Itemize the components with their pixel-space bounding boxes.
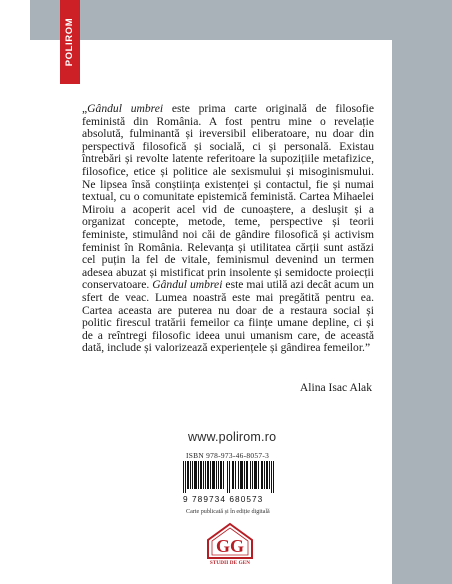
digital-edition-note: Carte publicată și în ediție digitală — [186, 509, 270, 515]
barcode-digits: 9 789734 680573 — [183, 494, 264, 504]
series-label: STUDII DE GEN — [209, 560, 251, 566]
blurb-part-2: este mai utilă azi decât acum un sfert de veac. Lumea noastră este mai pregătită pentru ea. Cartea aceasta are puterea nu doar de a restaura social și politic firescul tratării femeilor ca ființe umane depline, ci și de a reîntregi filosofic ideea unui umanism care, de această dată, include și valorizează experiențele și gândirea femeilor.” — [82, 278, 374, 355]
blurb-text — [82, 103, 374, 355]
book-title-italic-2: Gândul umbrei — [152, 278, 223, 292]
publisher-brand-tab — [60, 0, 80, 84]
blurb-author: Alina Isac Alak — [299, 381, 372, 394]
open-quote: „ — [82, 102, 88, 115]
cover-frame-right — [392, 0, 452, 584]
publisher-website[interactable]: www.polirom.ro — [188, 430, 277, 444]
publisher-brand-name: POLIROM — [64, 17, 75, 67]
logo-letters: GG — [215, 536, 245, 556]
barcode-icon — [183, 461, 275, 493]
cover-frame-top — [30, 0, 452, 40]
blurb-part-1: este prima carte originală de filosofie feministă din România. A fost pentru mine o revelație absolută, fulminantă și ireversibil eliberatoare, nu doar din perspectivă filosofică și socială, ci și personală. Existau întrebări și revolte latente referitoare la supozițiile metafizice, filosofice, etice și politice ale sexismului și misoginismului. Ne lipsea însă conștiința existenței și contactul, fie și numai textual, cu o comunitate epistemică feministă. Cartea Mihaelei Miroiu a acoperit acel vid de cunoaștere, a deslușit și a organizat concepte, metode, teme, perspective și teorii feministe, stimulând noi căi de gândire filosofică și activism feminist în România. Relevanța și utilitatea cărții sunt astăzi cel puțin la fel de vitale, feminismul devenind un termen adesea abuzat și mistificat prin insolente și semidocte proiecții conservatoare. — [82, 102, 374, 292]
isbn-label: ISBN 978-973-46-8057-3 — [186, 451, 270, 460]
book-title-italic: Gândul umbrei — [87, 102, 164, 115]
